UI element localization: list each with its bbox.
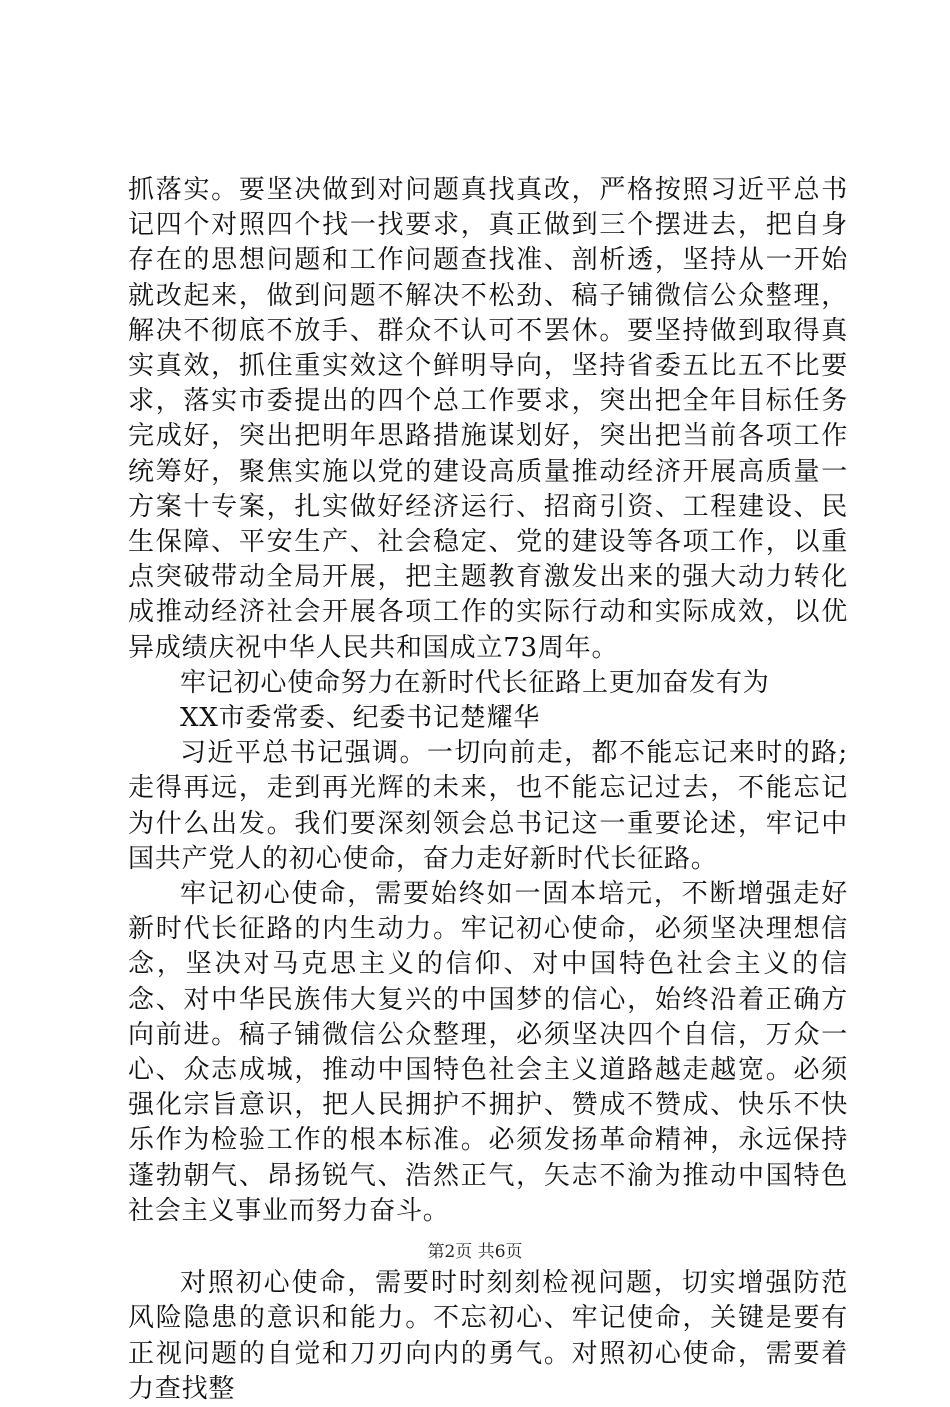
paragraph-intro: 习近平总书记强调。一切向前走，都不能忘记来时的路;走得再远，走到再光辉的未来，也不能忘记过去，不能忘记为什么出发。我们要深刻领会总书记这一重要论述，牢记中国共产党人的初心使命，奋力走好新时代长征路。 — [128, 738, 848, 874]
paragraph-continuation: 抓落实。要坚决做到对问题真找真改，严格按照习近平总书记四个对照四个找一找要求，真正做到三个摆进去，把自身存在的思想问题和工作问题查找准、剖析透，坚持从一开始就改起来，做到问题不解决不松劲、稿子铺微信公众整理，解决不彻底不放手、群众不认可不罢休。要坚持做到取得真实真效，抓住重实效这个鲜明导向，坚持省委五比五不比要求，落实市委提出的四个总工作要求，突出把全年目标任务完成好，突出把明年思路措施谋划好，突出把当前各项工作统筹好，聚焦实施以党的建设高质量推动经济开展高质量一方案十专案，扎实做好经济运行、招商引资、工程建设、民生保障、平安生产、社会稳定、党的建设等各项工作，以重点突破带动全局开展，把主题教育激发出来的强大动力转化成推动经济社会开展各项工作的实际行动和实际成效，以优异成绩庆祝中华人民共和国成立73周年。 — [128, 175, 848, 663]
page-footer: 第2页 共6页 — [427, 1242, 523, 1262]
article-author: XX市委常委、纪委书记楚耀华 — [180, 703, 541, 734]
document-body — [128, 173, 848, 1407]
article-title: 牢记初心使命努力在新时代长征路上更加奋发有为 — [180, 667, 770, 698]
paragraph-mission: 牢记初心使命，需要始终如一固本培元，不断增强走好新时代长征路的内生动力。牢记初心使命，必须坚决理想信念，坚决对马克思主义的信仰、对中国特色社会主义的信念、对中华民族伟大复兴的中国梦的信心，始终沿着正确方向前进。稿子铺微信公众整理，必须坚决四个自信，万众一心、众志成城，推动中国特色社会主义道路越走越宽。必须强化宗旨意识，把人民拥护不拥护、赞成不赞成、快乐不快乐作为检验工作的根本标准。必须发扬革命精神，永远保持蓬勃朝气、昂扬锐气、浩然正气，矢志不渝为推动中国特色社会主义事业而努力奋斗。 — [128, 879, 848, 1226]
paragraph-check: 对照初心使命，需要时时刻刻检视问题，切实增强防范风险隐患的意识和能力。不忘初心、牢记使命，关键是要有正视问题的自觉和刀刃向内的勇气。对照初心使命，需要着力查找整 — [128, 1268, 848, 1404]
